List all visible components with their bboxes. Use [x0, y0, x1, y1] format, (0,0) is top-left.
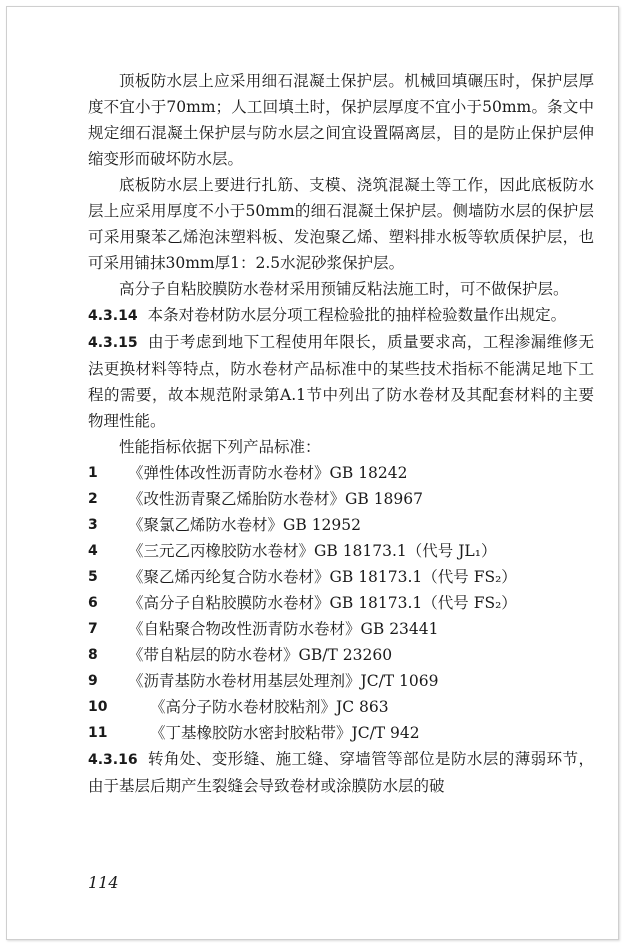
- clause-4-3-15: [88, 329, 594, 434]
- list-item: 4 《三元乙丙橡胶防水卷材》GB 18173.1（代号 JL₁）: [88, 542, 497, 560]
- clause-number: 4.3.16: [88, 752, 138, 768]
- clause-text: 本条对卷材防水层分项工程检验批的抽样检验数量作出规定。: [147, 306, 567, 324]
- clause-text: 由于考虑到地下工程使用年限长，质量要求高，工程渗漏维修无法更换材料等特点，防水卷材产品标准中的某些技术指标不能满足地下工程的需要，故本规范附录第A.1节中列出了防水卷材及其配套材料的主要物理性能。: [88, 333, 594, 430]
- list-intro: 性能指标依据下列产品标准：: [119, 438, 321, 456]
- list-item: 8 《带自粘层的防水卷材》GB/T 23260: [88, 646, 393, 664]
- clause-4-3-14: [88, 302, 594, 329]
- clause-text: 转角处、变形缝、施工缝、穿墙管等部位是防水层的薄弱环节，由于基层后期产生裂缝会导致卷材或涂膜防水层的破: [88, 750, 594, 795]
- standards-list: [88, 460, 594, 746]
- list-item: 1 《弹性体改性沥青防水卷材》GB 18242: [88, 464, 408, 482]
- list-item: 10 《高分子防水卷材胶粘剂》JC 863: [88, 698, 389, 716]
- list-item: 3 《聚氯乙烯防水卷材》GB 12952: [88, 516, 362, 534]
- list-item: 6 《高分子自粘胶膜防水卷材》GB 18173.1（代号 FS₂）: [88, 594, 517, 612]
- list-item: 7 《自粘聚合物改性沥青防水卷材》GB 23441: [88, 620, 439, 638]
- clause-number: 4.3.14: [88, 308, 138, 324]
- list-item: 2 《改性沥青聚乙烯胎防水卷材》GB 18967: [88, 490, 424, 508]
- list-item: 5 《聚乙烯丙纶复合防水卷材》GB 18173.1（代号 FS₂）: [88, 568, 517, 586]
- page-number: 114: [88, 873, 119, 892]
- paragraph-self-adhesive: 高分子自粘胶膜防水卷材采用预铺反粘法施工时，可不做保护层。: [119, 280, 569, 298]
- clause-4-3-16: [88, 746, 594, 799]
- page-body: [88, 68, 594, 799]
- clause-number: 4.3.15: [88, 335, 138, 351]
- paragraph-roof-protection: 顶板防水层上应采用细石混凝土保护层。机械回填碾压时，保护层厚度不宜小于70mm；人工回填土时，保护层厚度不宜小于50mm。条文中规定细石混凝土保护层与防水层之间宜设置隔离层，目的是防止保护层伸缩变形而破坏防水层。: [88, 72, 594, 168]
- list-item: 11 《丁基橡胶防水密封胶粘带》JC/T 942: [88, 724, 420, 742]
- paragraph-floor-protection: 底板防水层上要进行扎筋、支模、浇筑混凝土等工作，因此底板防水层上应采用厚度不小于50mm的细石混凝土保护层。侧墙防水层的保护层可采用聚苯乙烯泡沫塑料板、发泡聚乙烯、塑料排水板等软质保护层，也可采用铺抹30mm厚1：2.5水泥砂浆保护层。: [88, 176, 594, 272]
- list-item: 9 《沥青基防水卷材用基层处理剂》JC/T 1069: [88, 672, 439, 690]
